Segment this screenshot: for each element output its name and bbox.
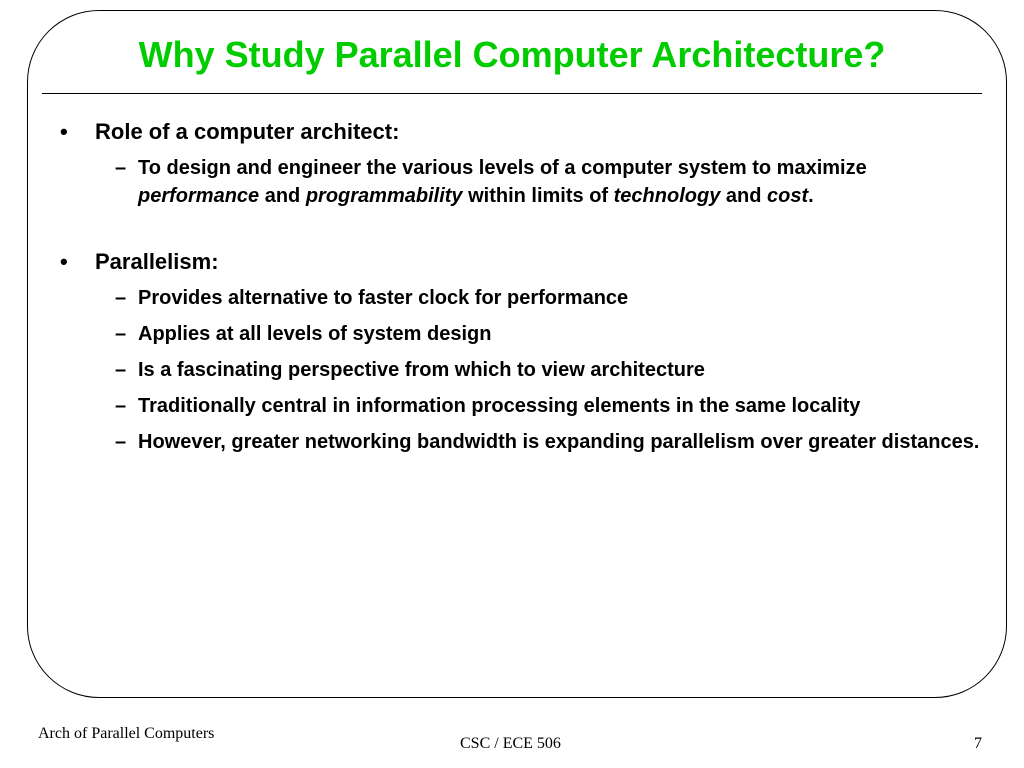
bullet-heading: Parallelism:	[95, 249, 219, 274]
sub-item	[60, 284, 980, 312]
slide-title: Why Study Parallel Computer Architecture?	[138, 34, 886, 75]
emphasis-technology: technology	[613, 185, 721, 207]
sub-text: However, greater networking bandwidth is expanding parallelism over greater distances.	[138, 431, 980, 453]
sub-dash: –	[115, 395, 127, 417]
sub-item	[60, 392, 980, 420]
bullet-dot: •	[60, 119, 68, 144]
bullet-heading: Role of a computer architect:	[95, 119, 400, 144]
emphasis-cost: cost	[766, 185, 809, 207]
footer-course-title: Arch of Parallel Computers	[38, 725, 215, 742]
footer-page-number: 7	[974, 735, 982, 752]
title-divider	[42, 93, 982, 94]
bullet-role-of-architect	[60, 118, 980, 146]
sub-dash: –	[115, 359, 127, 381]
sub-text: Provides alternative to faster clock for performance	[138, 287, 629, 309]
bullet-parallelism	[60, 248, 980, 276]
slide-content	[60, 118, 980, 464]
sub-item	[60, 356, 980, 384]
sub-list-role	[60, 154, 980, 210]
sub-item	[60, 154, 980, 210]
sub-dash: –	[115, 287, 127, 309]
sub-item	[60, 320, 980, 348]
footer-course-code: CSC / ECE 506	[460, 735, 561, 752]
emphasis-programmability: programmability	[305, 185, 463, 207]
sub-item	[60, 428, 980, 456]
emphasis-performance: performance	[138, 185, 260, 207]
bullet-dot: •	[60, 249, 68, 274]
sub-text: To design and engineer the various levels of a computer system to maximize performance and programmability within limits of technology and cost.	[138, 157, 867, 207]
sub-dash: –	[115, 323, 127, 345]
spacer	[60, 218, 980, 248]
sub-text: Traditionally central in information processing elements in the same locality	[138, 395, 861, 417]
sub-dash: –	[115, 431, 127, 453]
sub-text: Applies at all levels of system design	[138, 323, 492, 345]
sub-list-parallelism	[60, 284, 980, 456]
sub-dash: –	[115, 157, 127, 179]
sub-text: Is a fascinating perspective from which to view architecture	[138, 359, 705, 381]
